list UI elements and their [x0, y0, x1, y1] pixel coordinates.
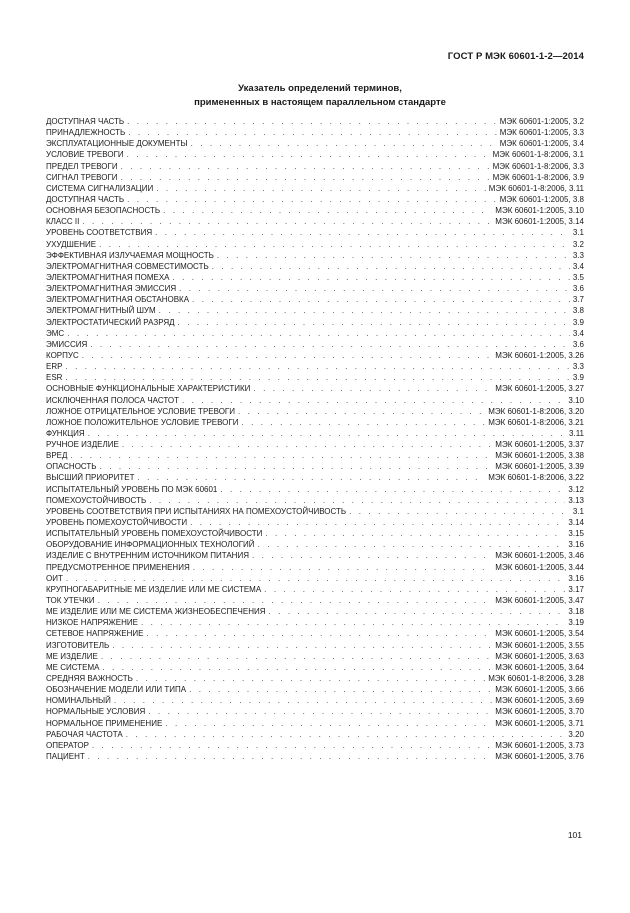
dot-leader — [241, 417, 485, 428]
dot-leader — [193, 562, 493, 573]
dot-leader — [92, 740, 492, 751]
index-entry-term: ДОСТУПНАЯ ЧАСТЬ — [46, 194, 125, 204]
dot-leader — [102, 662, 492, 673]
index-entry-reference: МЭК 60601-1:2005, 3.73 — [495, 740, 584, 750]
dot-leader — [149, 495, 565, 506]
index-entry-row — [46, 406, 584, 417]
dot-leader — [88, 428, 566, 439]
dot-leader — [122, 439, 492, 450]
index-entry-reference: МЭК 60601-1:2005, 3.46 — [495, 551, 584, 561]
index-entry-row — [46, 450, 584, 461]
index-entry-term: УСЛОВИЕ ТРЕВОГИ — [46, 150, 124, 160]
index-entry-term: СРЕДНЯЯ ВАЖНОСТЬ — [46, 674, 133, 684]
dot-leader — [253, 383, 492, 394]
index-entry-row — [46, 651, 584, 662]
index-entry-row — [46, 484, 584, 495]
index-entry-reference: 3.8 — [572, 306, 584, 316]
index-entry-row — [46, 562, 584, 573]
dot-leader — [165, 718, 492, 729]
index-entry-reference: МЭК 60601-1:2005, 3.27 — [495, 384, 584, 394]
index-entry-reference: 3.17 — [568, 584, 584, 594]
index-entry-term: ЭЛЕКТРОМАГНИТНАЯ ПОМЕХА — [46, 272, 170, 282]
index-entry-row — [46, 584, 584, 595]
index-entry-reference: МЭК 60601-1:2005, 3.71 — [495, 718, 584, 728]
document-standard-header: ГОСТ Р МЭК 60601-1-2—2014 — [447, 51, 584, 62]
index-entry-row — [46, 250, 584, 261]
index-entry-reference: 3.5 — [572, 272, 584, 282]
index-entry-row — [46, 517, 584, 528]
index-entry-term: ОСНОВНАЯ БЕЗОПАСНОСТЬ — [46, 206, 161, 216]
index-entry-term: ОСНОВНЫЕ ФУНКЦИОНАЛЬНЫЕ ХАРАКТЕРИСТИКИ — [46, 384, 251, 394]
dot-leader — [82, 350, 493, 361]
index-entry-reference: МЭК 60601-1:2005, 3.63 — [495, 651, 584, 661]
dot-leader — [163, 205, 492, 216]
dot-leader — [99, 239, 570, 250]
index-entry-row — [46, 617, 584, 628]
index-entry-term: ОБОЗНАЧЕНИЕ МОДЕЛИ ИЛИ ТИПА — [46, 685, 187, 695]
index-entry-row — [46, 261, 584, 272]
index-entry-reference: 3.11 — [569, 428, 584, 438]
index-entry-row — [46, 161, 584, 172]
index-entry-reference: МЭК 60601-1:2005, 3.44 — [495, 562, 584, 572]
index-entry-reference: 3.2 — [572, 239, 584, 249]
index-title — [0, 82, 630, 109]
index-entry-row — [46, 428, 584, 439]
index-entry-reference: 3.4 — [572, 261, 584, 271]
index-entry-row — [46, 751, 584, 762]
dot-leader — [112, 640, 492, 651]
index-entry-term: РУЧНОЕ ИЗДЕЛИЕ — [46, 440, 119, 450]
index-entry-row — [46, 684, 584, 695]
index-entry-reference: 3.9 — [572, 317, 584, 327]
index-entry-row — [46, 372, 584, 383]
index-entry-row — [46, 350, 584, 361]
index-entry-reference: МЭК 60601-1:2005, 3.64 — [495, 662, 584, 672]
dot-leader — [191, 138, 497, 149]
dot-leader — [82, 216, 492, 227]
index-entry-term: ЭКСПЛУАТАЦИОННЫЕ ДОКУМЕНТЫ — [46, 139, 188, 149]
dot-leader — [66, 573, 566, 584]
index-entry-term: ФУНКЦИЯ — [46, 428, 85, 438]
index-entry-row — [46, 294, 584, 305]
index-entry-row — [46, 606, 584, 617]
index-entry-row — [46, 506, 584, 517]
index-entry-term: ЛОЖНОЕ ПОЛОЖИТЕЛЬНОЕ УСЛОВИЕ ТРЕВОГИ — [46, 417, 239, 427]
index-entry-reference: 3.16 — [568, 573, 584, 583]
dot-leader — [349, 506, 570, 517]
index-entry-term: ДОСТУПНАЯ ЧАСТЬ — [46, 116, 125, 126]
index-entry-row — [46, 573, 584, 584]
index-entry-reference: 3.1 — [572, 228, 584, 238]
index-entry-reference: 3.6 — [572, 339, 584, 349]
dot-leader — [101, 651, 492, 662]
index-entry-row — [46, 550, 584, 561]
dot-leader — [70, 450, 492, 461]
index-entry-row — [46, 172, 584, 183]
dot-leader — [182, 395, 565, 406]
dot-leader — [146, 628, 492, 639]
index-entry-term: ЭЛЕКТРОМАГНИТНЫЙ ШУМ — [46, 306, 156, 316]
index-entry-reference: 3.10 — [568, 395, 584, 405]
index-entry-reference: 3.14 — [568, 518, 584, 528]
index-entry-term: ЭМИССИЯ — [46, 339, 88, 349]
index-entry-reference: МЭК 60601-1:2005, 3.69 — [495, 696, 584, 706]
index-entry-term: ЭЛЕКТРОСТАТИЧЕСКИЙ РАЗРЯД — [46, 317, 175, 327]
index-entry-row — [46, 528, 584, 539]
dot-leader — [173, 272, 570, 283]
index-entry-reference: МЭК 60601-1:2005, 3.3 — [499, 128, 584, 138]
index-entry-row — [46, 361, 584, 372]
dot-leader — [100, 461, 493, 472]
dot-leader — [258, 539, 566, 550]
dot-leader — [65, 361, 569, 372]
index-entry-row — [46, 272, 584, 283]
index-entry-term: ПОМЕХОУСТОЙЧИВОСТЬ — [46, 495, 147, 505]
index-entry-reference: 3.9 — [572, 373, 584, 383]
index-entry-reference: МЭК 60601-1:2005, 3.37 — [495, 440, 584, 450]
index-entry-row — [46, 539, 584, 550]
dot-leader — [148, 706, 492, 717]
index-entry-reference: МЭК 60601-1:2005, 3.26 — [495, 350, 584, 360]
index-entry-reference: 3.12 — [568, 484, 584, 494]
index-entry-term: ЭМС — [46, 328, 65, 338]
index-title-line-1: Указатель определений терминов, — [238, 83, 402, 94]
dot-leader — [156, 183, 486, 194]
index-entry-row — [46, 305, 584, 316]
index-entry-row — [46, 640, 584, 651]
index-entry-row — [46, 495, 584, 506]
term-index-list — [46, 116, 584, 762]
dot-leader — [190, 517, 565, 528]
index-entry-reference: МЭК 60601-1-8:2006, 3.9 — [492, 172, 584, 182]
index-entry-row — [46, 417, 584, 428]
dot-leader — [252, 550, 492, 561]
index-entry-reference: МЭК 60601-1:2005, 3.70 — [495, 707, 584, 717]
index-entry-row — [46, 740, 584, 751]
index-entry-reference: 3.3 — [572, 250, 584, 260]
index-entry-row — [46, 149, 584, 160]
dot-leader — [189, 684, 492, 695]
index-entry-term: ОПАСНОСТЬ — [46, 462, 97, 472]
index-entry-row — [46, 317, 584, 328]
dot-leader — [67, 328, 570, 339]
index-entry-term: ИСПЫТАТЕЛЬНЫЙ УРОВЕНЬ ПОМЕХОУСТОЙЧИВОСТИ — [46, 529, 263, 539]
page-number: 101 — [567, 830, 582, 840]
index-entry-reference: МЭК 60601-1-8:2006, 3.20 — [488, 406, 584, 416]
index-entry-term: СИСТЕМА СИГНАЛИЗАЦИИ — [46, 183, 154, 193]
index-entry-term: ВЫСШИЙ ПРИОРИТЕТ — [46, 473, 135, 483]
index-entry-term: НОРМАЛЬНОЕ ПРИМЕНЕНИЕ — [46, 718, 163, 728]
index-entry-reference: 3.1 — [572, 506, 584, 516]
index-entry-reference: МЭК 60601-1-8:2006, 3.1 — [492, 150, 584, 160]
dot-leader — [98, 595, 493, 606]
dot-leader — [141, 617, 565, 628]
index-entry-term: ЭФФЕКТИВНАЯ ИЗЛУЧАЕМАЯ МОЩНОСТЬ — [46, 250, 214, 260]
index-entry-term: ИЗГОТОВИТЕЛЬ — [46, 640, 110, 650]
index-entry-reference: 3.15 — [568, 529, 584, 539]
index-entry-reference: 3.6 — [572, 284, 584, 294]
index-entry-reference: МЭК 60601-1-8:2006, 3.28 — [488, 674, 584, 684]
index-entry-term: ИСКЛЮЧЕННАЯ ПОЛОСА ЧАСТОТ — [46, 395, 179, 405]
dot-leader — [192, 294, 570, 305]
index-entry-row — [46, 328, 584, 339]
index-entry-reference: МЭК 60601-1-8:2006, 3.11 — [488, 183, 584, 193]
index-entry-reference: МЭК 60601-1:2005, 3.47 — [495, 596, 584, 606]
index-entry-term: СЕТЕВОЕ НАПРЯЖЕНИЕ — [46, 629, 144, 639]
dot-leader — [65, 372, 569, 383]
index-entry-term: ЭЛЕКТРОМАГНИТНАЯ ЭМИССИЯ — [46, 284, 177, 294]
index-entry-term: НОРМАЛЬНЫЕ УСЛОВИЯ — [46, 707, 146, 717]
index-entry-term: ВРЕД — [46, 451, 68, 461]
index-entry-term: УРОВЕНЬ ПОМЕХОУСТОЙЧИВОСТИ — [46, 518, 188, 528]
index-entry-row — [46, 595, 584, 606]
index-entry-reference: МЭК 60601-1:2005, 3.66 — [495, 685, 584, 695]
index-entry-reference: МЭК 60601-1-8:2006, 3.21 — [488, 417, 584, 427]
dot-leader — [217, 250, 570, 261]
index-entry-term: НОМИНАЛЬНЫЙ — [46, 696, 111, 706]
dot-leader — [269, 606, 566, 617]
index-entry-row — [46, 239, 584, 250]
index-entry-term: ПРЕДЕЛ ТРЕВОГИ — [46, 161, 118, 171]
index-entry-row — [46, 439, 584, 450]
index-entry-row — [46, 729, 584, 740]
dot-leader — [159, 305, 570, 316]
index-entry-term: ОИТ — [46, 573, 63, 583]
index-entry-term: ИЗДЕЛИЕ С ВНУТРЕННИМ ИСТОЧНИКОМ ПИТАНИЯ — [46, 551, 249, 561]
dot-leader — [238, 406, 485, 417]
index-entry-reference: МЭК 60601-1-8:2006, 3.3 — [492, 161, 584, 171]
dot-leader — [127, 116, 497, 127]
index-entry-term: УРОВЕНЬ СООТВЕТСТВИЯ ПРИ ИСПЫТАНИЯХ НА ПОМЕХОУСТОЙЧИВОСТЬ — [46, 506, 347, 516]
dot-leader — [136, 673, 485, 684]
dot-leader — [178, 317, 570, 328]
index-entry-term: ЛОЖНОЕ ОТРИЦАТЕЛЬНОЕ УСЛОВИЕ ТРЕВОГИ — [46, 406, 235, 416]
dot-leader — [114, 695, 492, 706]
index-entry-reference: МЭК 60601-1:2005, 3.2 — [499, 116, 584, 126]
dot-leader — [128, 127, 496, 138]
index-entry-row — [46, 395, 584, 406]
index-entry-term: ПРИНАДЛЕЖНОСТЬ — [46, 128, 126, 138]
dot-leader — [179, 283, 570, 294]
index-entry-reference: МЭК 60601-1:2005, 3.39 — [495, 462, 584, 472]
dot-leader — [264, 584, 565, 595]
index-entry-row — [46, 116, 584, 127]
index-entry-term: ЭЛЕКТРОМАГНИТНАЯ СОВМЕСТИМОСТЬ — [46, 261, 209, 271]
index-entry-row — [46, 283, 584, 294]
index-entry-row — [46, 628, 584, 639]
index-entry-reference: 3.19 — [568, 618, 584, 628]
index-entry-term: РАБОЧАЯ ЧАСТОТА — [46, 729, 123, 739]
index-entry-reference: 3.16 — [568, 540, 584, 550]
dot-leader — [126, 729, 566, 740]
index-entry-term: ERP — [46, 362, 63, 372]
index-entry-row — [46, 339, 584, 350]
index-entry-term: ТОК УТЕЧКИ — [46, 596, 95, 606]
index-entry-term: ESR — [46, 373, 63, 383]
index-entry-term: НИЗКОЕ НАПРЯЖЕНИЕ — [46, 618, 139, 628]
index-entry-reference: МЭК 60601-1:2005, 3.55 — [495, 640, 584, 650]
index-entry-reference: МЭК 60601-1:2005, 3.14 — [495, 217, 584, 227]
index-entry-row — [46, 194, 584, 205]
index-entry-term: ИСПЫТАТЕЛЬНЫЙ УРОВЕНЬ ПО МЭК 60601 — [46, 484, 218, 494]
index-entry-term: УХУДШЕНИЕ — [46, 239, 97, 249]
index-entry-row — [46, 205, 584, 216]
index-entry-term: МЕ ИЗДЕЛИЕ — [46, 651, 98, 661]
dot-leader — [265, 528, 565, 539]
index-title-line-2: примененных в настоящем параллельном стандарте — [194, 96, 446, 108]
index-entry-reference: МЭК 60601-1:2005, 3.38 — [495, 451, 584, 461]
index-entry-row — [46, 718, 584, 729]
index-entry-row — [46, 227, 584, 238]
dot-leader — [220, 484, 565, 495]
index-entry-reference: 3.18 — [568, 607, 584, 617]
index-entry-row — [46, 383, 584, 394]
index-entry-reference: МЭК 60601-1:2005, 3.8 — [499, 194, 584, 204]
dot-leader — [127, 194, 497, 205]
dot-leader — [138, 473, 486, 484]
index-entry-reference: 3.3 — [572, 362, 584, 372]
index-entry-row — [46, 473, 584, 484]
dot-leader — [212, 261, 570, 272]
dot-leader — [90, 339, 570, 350]
index-entry-row — [46, 138, 584, 149]
index-entry-reference: МЭК 60601-1:2005, 3.10 — [495, 206, 584, 216]
index-entry-row — [46, 673, 584, 684]
index-entry-row — [46, 695, 584, 706]
index-entry-term: СИГНАЛ ТРЕВОГИ — [46, 172, 118, 182]
index-entry-row — [46, 127, 584, 138]
index-entry-reference: 3.7 — [572, 295, 584, 305]
dot-leader — [121, 161, 490, 172]
dot-leader — [127, 149, 490, 160]
index-entry-term: КЛАСС II — [46, 217, 80, 227]
index-entry-reference: МЭК 60601-1:2005, 3.4 — [499, 139, 584, 149]
index-entry-row — [46, 706, 584, 717]
index-entry-term: МЕ ИЗДЕЛИЕ ИЛИ МЕ СИСТЕМА ЖИЗНЕОБЕСПЕЧЕНИЯ — [46, 607, 266, 617]
index-entry-reference: МЭК 60601-1:2005, 3.76 — [495, 752, 584, 761]
index-entry-row — [46, 183, 584, 194]
dot-leader — [121, 172, 490, 183]
index-entry-term: ОБОРУДОВАНИЕ ИНФОРМАЦИОННЫХ ТЕХНОЛОГИЙ — [46, 540, 255, 550]
index-entry-term: ПРЕДУСМОТРЕННОЕ ПРИМЕНЕНИЯ — [46, 562, 190, 572]
index-entry-term: ЭЛЕКТРОМАГНИТНАЯ ОБСТАНОВКА — [46, 295, 190, 305]
index-entry-reference: 3.4 — [572, 328, 584, 338]
index-entry-term: КРУПНОГАБАРИТНЫЕ МЕ ИЗДЕЛИЕ ИЛИ МЕ СИСТЕМА — [46, 584, 262, 594]
dot-leader — [88, 751, 493, 762]
index-entry-row — [46, 461, 584, 472]
index-entry-term: УРОВЕНЬ СООТВЕТСТВИЯ — [46, 228, 153, 238]
index-entry-term: ОПЕРАТОР — [46, 740, 89, 750]
index-entry-term: ПАЦИЕНТ — [46, 752, 85, 761]
index-entry-row — [46, 216, 584, 227]
index-entry-reference: 3.13 — [568, 495, 584, 505]
index-entry-term: КОРПУС — [46, 350, 79, 360]
index-entry-reference: МЭК 60601-1-8:2006, 3.22 — [488, 473, 584, 483]
index-entry-reference: 3.20 — [568, 729, 584, 739]
index-entry-term: МЕ СИСТЕМА — [46, 662, 100, 672]
index-entry-reference: МЭК 60601-1:2005, 3.54 — [495, 629, 584, 639]
index-entry-row — [46, 662, 584, 673]
dot-leader — [155, 227, 570, 238]
